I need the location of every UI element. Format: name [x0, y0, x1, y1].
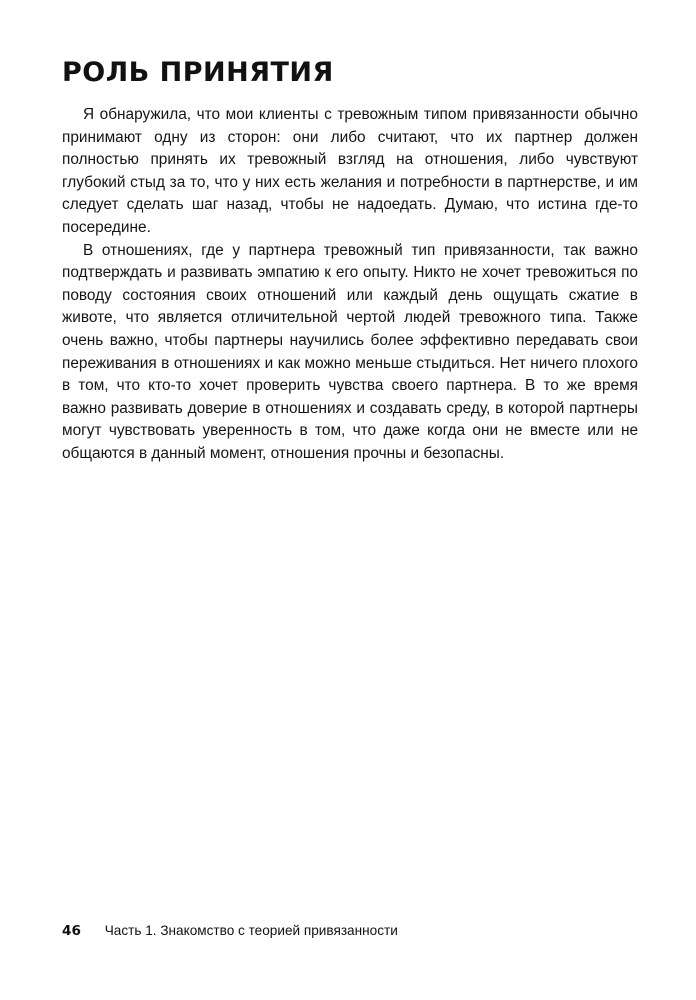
- body-text: [62, 104, 638, 466]
- section-title: РОЛЬ ПРИНЯТИЯ: [62, 57, 334, 88]
- page-footer: [62, 922, 398, 940]
- paragraph: Я обнаружила, что мои клиенты с тревожным типом привязанности обычно принимают одну из сторон: они либо считают, что их партнер должен полностью принять их тревожный взгляд на отношения, либо чувствуют глубокий стыд за то, что у них есть желания и потребности в партнерстве, и им следует сделать шаг назад, чтобы не надоедать. Думаю, что истина где-то посередине.: [62, 106, 638, 236]
- paragraph: В отношениях, где у партнера тревожный тип привязанности, так важно подтверждать и развивать эмпатию к его опыту. Никто не хочет тревожиться по поводу состояния своих отношений или каждый день ощущать сжатие в животе, что является отличительной чертой людей тревожного типа. Также очень важно, чтобы партнеры научились более эффективно передавать свои переживания в отношениях и как можно меньше стыдиться. Нет ничего плохого в том, что кто-то хочет проверить чувства своего партнера. В то же время важно развивать доверие в отношениях и создавать среду, в которой партнеры могут чувствовать уверенность в том, что даже когда они не вместе или не общаются в данный момент, отношения прочны и безопасны.: [62, 241, 638, 462]
- running-title: Часть 1. Знакомство с теорией привязанности: [104, 923, 398, 938]
- page-number: 46: [62, 923, 81, 939]
